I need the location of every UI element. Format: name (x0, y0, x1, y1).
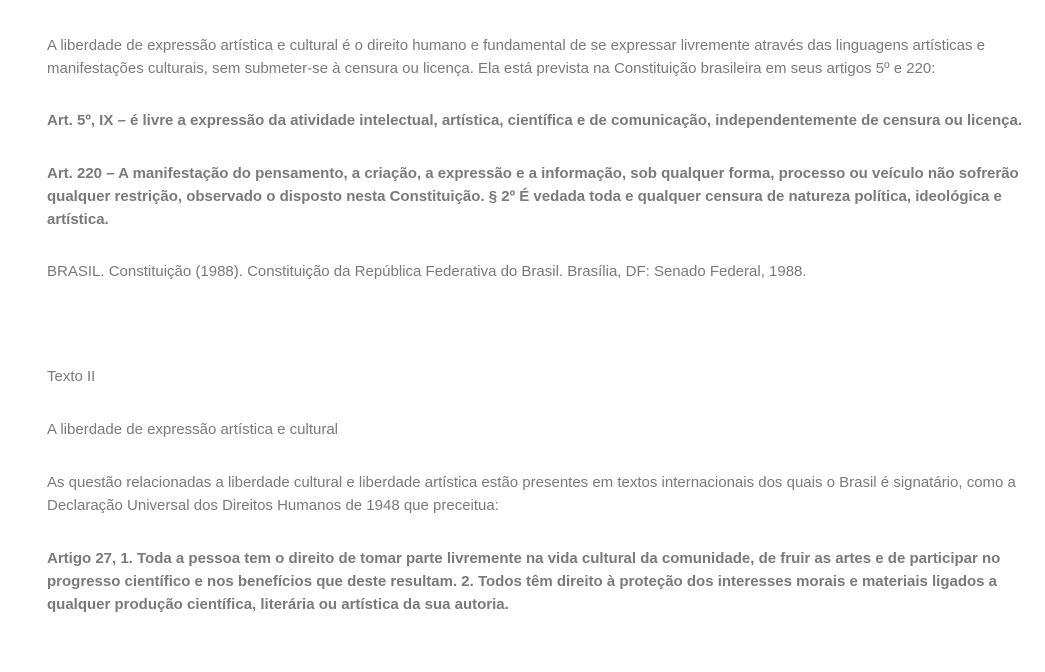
constitution-article-5-quote: Art. 5º, IX – é livre a expressão da atividade intelectual, artística, científica e de comunicação, independentemente de censura ou licença. (47, 112, 1023, 129)
bibliographic-reference: BRASIL. Constituição (1988). Constituição da República Federativa do Brasil. Brasília, DF: Senado Federal, 1988. (47, 263, 807, 280)
udhr-article-27-quote: Artigo 27, 1. Toda a pessoa tem o direito de tomar parte livremente na vida cultural da comunidade, de fruir as artes e de participar no progresso científico e nos benefícios que deste resultam. 2. Todos têm direito à proteção dos interesses morais e materiais ligados a qualquer produção científica, literária ou artística da sua autoria. (47, 550, 1001, 613)
texto-ii-paragraph: As questão relacionadas a liberdade cultural e liberdade artística estão presentes em textos internacionais dos quais o Brasil é signatário, como a Declaração Universal dos Direitos Humanos de 1948 que preceitua: (47, 474, 1016, 514)
intro-paragraph: A liberdade de expressão artística e cultural é o direito humano e fundamental de se expressar livremente através das linguagens artísticas e manifestações culturais, sem submeter-se à censura ou licença. Ela está prevista na Constituição brasileira em seus artigos 5º e 220: (47, 37, 986, 77)
document-body (47, 34, 1022, 616)
section-subtitle: A liberdade de expressão artística e cultural (47, 421, 338, 438)
constitution-article-220-quote: Art. 220 – A manifestação do pensamento, a criação, a expressão e a informação, sob qualquer forma, processo ou veículo não sofrerão qualquer restrição, observado o disposto nesta Constituição. § 2º É vedada toda e qualquer censura de natureza política, ideológica e artística. (47, 165, 1019, 228)
section-heading-texto-ii: Texto II (47, 368, 96, 385)
